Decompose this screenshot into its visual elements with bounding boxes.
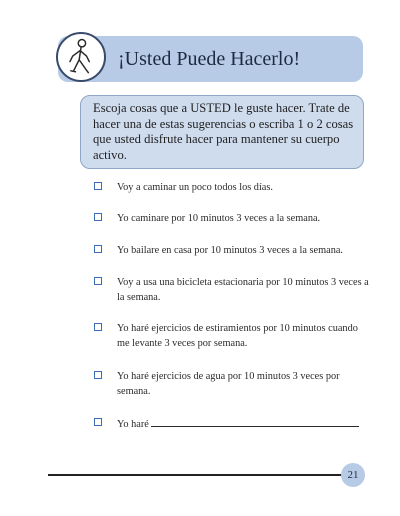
list-item-label: Yo caminare por 10 minutos 3 veces a la semana.: [117, 213, 321, 224]
page-number: 21: [341, 463, 365, 487]
page-title: ¡Usted Puede Hacerlo!: [118, 48, 301, 70]
list-item-label: Voy a caminar un poco todos los días.: [117, 182, 273, 193]
instructions-box: [80, 95, 364, 169]
fill-in-label: Yo haré: [117, 419, 149, 430]
walking-person-icon: [56, 32, 106, 82]
list-item-label: Yo haré ejercicios de estiramientos por 10 minutos cuando me levante 3 veces por semana.: [117, 323, 358, 349]
list-item-label: Yo haré ejercicios de agua por 10 minutos 3 veces por semana.: [117, 371, 340, 397]
footer-rule: [48, 474, 343, 476]
list-item-label: [117, 416, 369, 432]
checkbox[interactable]: [94, 245, 102, 253]
checkbox[interactable]: [94, 418, 102, 426]
checkbox[interactable]: [94, 277, 102, 285]
checkbox[interactable]: [94, 213, 102, 221]
write-in-line[interactable]: [151, 416, 359, 427]
list-item-label: Voy a usa una bicicleta estacionaria por 10 minutos 3 veces a la semana.: [117, 277, 369, 303]
list-item-label: Yo bailare en casa por 10 minutos 3 veces a la semana.: [117, 245, 343, 256]
checkbox[interactable]: [94, 323, 102, 331]
checkbox[interactable]: [94, 371, 102, 379]
instructions-text: Escoja cosas que a USTED le guste hacer. Trate de hacer una de estas sugerencias o escriba 1 o 2 cosas que usted disfrute hacer para mantener su cuerpo activo.: [93, 101, 354, 162]
checkbox[interactable]: [94, 182, 102, 190]
